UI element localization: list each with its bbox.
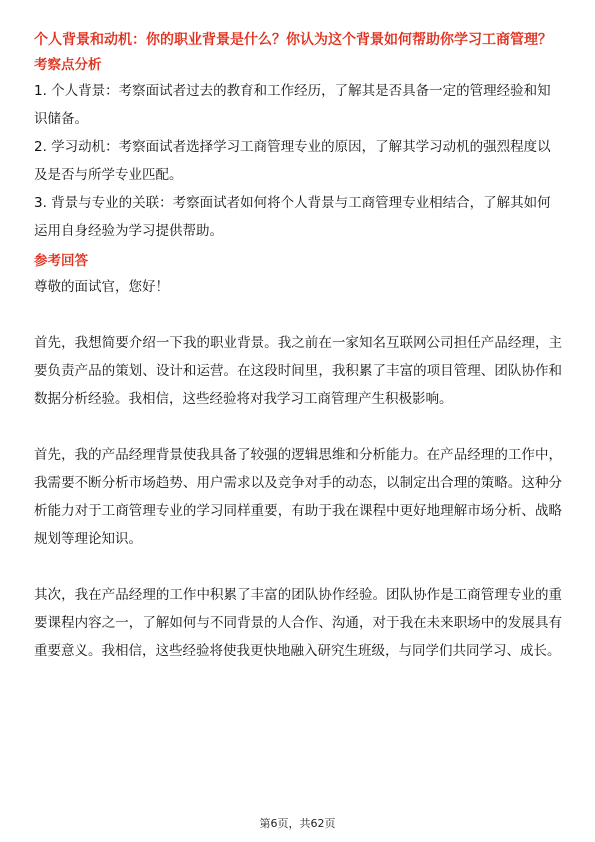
- answer-paragraph: 首先，我的产品经理背景使我具备了较强的逻辑思维和分析能力。在产品经理的工作中，我需要不断分析市场趋势、用户需求以及竞争对手的动态，以制定出合理的策略。这种分析能力对于工商管理专业的学习同样重要，有助于我在课程中更好地理解市场分析、战略规划等理论知识。: [34, 447, 562, 547]
- spacer: [34, 553, 562, 581]
- question-heading: 个人背景和动机：你的职业背景是什么？你认为这个背景如何帮助你学习工商管理？: [34, 32, 552, 48]
- document-page: [34, 30, 562, 665]
- spacer: [34, 301, 562, 329]
- analysis-item: 3. 背景与专业的关联：考察面试者如何将个人背景与工商管理专业相结合，了解其如何运用自身经验为学习提供帮助。: [34, 195, 551, 239]
- answer-paragraph: 其次，我在产品经理的工作中积累了丰富的团队协作经验。团队协作是工商管理专业的重要课程内容之一，了解如何与不同背景的人合作、沟通，对于我在未来职场中的发展具有重要意义。我相信，这些经验将使我更快地融入研究生班级，与同学们共同学习、成长。: [34, 587, 562, 659]
- spacer: [34, 413, 562, 441]
- page-number: 第6页，共62页: [259, 817, 336, 830]
- answer-greeting: 尊敬的面试官，您好！: [34, 279, 169, 295]
- answer-heading: 参考回答: [34, 253, 88, 269]
- analysis-item: 2. 学习动机：考察面试者选择学习工商管理专业的原因，了解其学习动机的强烈程度以及是否与所学专业匹配。: [34, 139, 551, 183]
- analysis-heading: 考察点分析: [34, 57, 102, 73]
- analysis-item: 1. 个人背景：考察面试者过去的教育和工作经历，了解其是否具备一定的管理经验和知识储备。: [34, 83, 551, 127]
- answer-paragraph: 首先，我想简要介绍一下我的职业背景。我之前在一家知名互联网公司担任产品经理，主要负责产品的策划、设计和运营。在这段时间里，我积累了丰富的项目管理、团队协作和数据分析经验。我相信，这些经验将对我学习工商管理产生积极影响。: [34, 335, 562, 407]
